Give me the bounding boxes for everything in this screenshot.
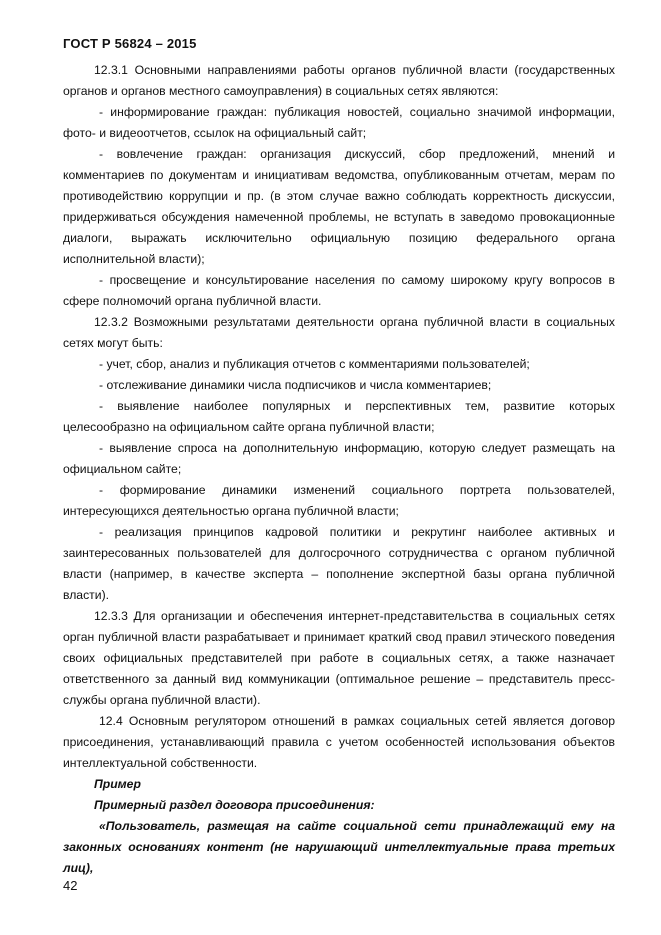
list-item: - формирование динамики изменений социального портрета пользователей, интересующихся деятельностью органа публичной власти; [63,483,615,518]
example-text: «Пользователь, размещая на сайте социальной сети принадлежащий ему на законных основаниях контент (не нарушающий интеллектуальные права третьих лиц), [63,819,615,875]
list-item: - учет, сбор, анализ и публикация отчетов с комментариями пользователей; [99,357,530,371]
list-item: - отслеживание динамики числа подписчиков и числа комментариев; [99,378,492,392]
page-number: 42 [63,878,78,893]
paragraph-12-3-1: 12.3.1 Основными направлениями работы органов публичной власти (государственных органов и органов местного самоуправления) в социальных сетях являются: [63,63,615,98]
list-item: - информирование граждан: публикация новостей, социально значимой информации, фото- и видеоотчетов, ссылок на официальный сайт; [63,105,615,140]
list-item: - выявление наиболее популярных и перспективных тем, развитие которых целесообразно на официальном сайте органа публичной власти; [63,399,615,434]
paragraph-12-4: 12.4 Основным регулятором отношений в рамках социальных сетей является договор присоединения, устанавливающий правила с учетом особенностей использования объектов интеллектуальной собственности. [63,714,615,770]
list-item: - просвещение и консультирование населения по самому широкому кругу вопросов в сфере полномочий органа публичной власти. [63,273,615,308]
list-item: - вовлечение граждан: организация дискуссий, сбор предложений, мнений и комментариев по документам и инициативам ведомства, опубликованным отчетам, мерам по противодействию коррупции и пр. (в этом случае важно соблюдать корректность дискуссии, придерживаться обсуждения намеченной проблемы, не вступать в заведомо провокационные диалоги, выражать исключительно официальную позицию федерального органа исполнительной власти); [63,147,615,266]
list-item: - реализация принципов кадровой политики и рекрутинг наиболее активных и заинтересованных пользователей для долгосрочного сотрудничества с органом публичной власти (например, в качестве эксперта – пополнение экспертной базы органа публичной власти). [63,525,615,602]
paragraph-12-3-3: 12.3.3 Для организации и обеспечения интернет-представительства в социальных сетях орган публичной власти разрабатывает и принимает краткий свод правил этического поведения своих официальных представителей при работе в социальных сетях, а также назначает ответственного за данный вид коммуникации (оптимальное решение – представитель пресс-службы органа публичной власти). [63,609,615,707]
paragraph-12-3-2: 12.3.2 Возможными результатами деятельности органа публичной власти в социальных сетях могут быть: [63,315,615,350]
example-heading: Пример [94,777,141,791]
document-header: ГОСТ Р 56824 – 2015 [63,36,197,51]
example-subheading: Примерный раздел договора присоединения: [94,798,375,812]
document-body [63,60,615,879]
list-item: - выявление спроса на дополнительную информацию, которую следует размещать на официальном сайте; [63,441,615,476]
